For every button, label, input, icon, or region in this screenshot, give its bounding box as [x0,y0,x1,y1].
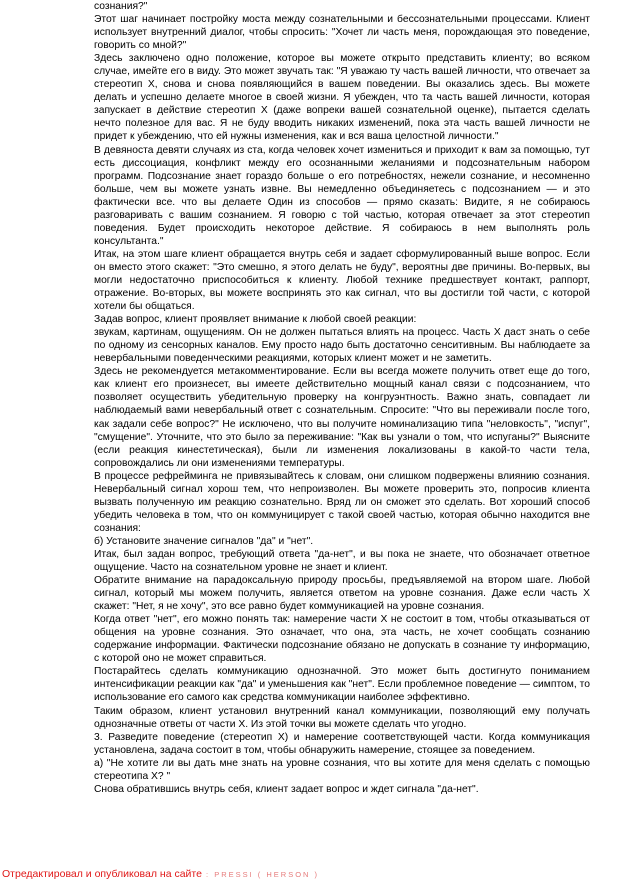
paragraph: Обратите внимание на парадоксальную природу просьбы, предъявляемой на втором шаге. Любой сигнал, который мы можем получить, является ответом на уровне сознания. Даже если часть X скажет: "Нет, я не хочу", это все равно будет коммуникацией на уровне сознания. [94,575,590,613]
document-body [94,0,590,796]
paragraph: Итак, был задан вопрос, требующий ответа "да-нет", и вы пока не знаете, что обозначает ответное ощущение. Часто на сознательном уровне не знает и клиент. [94,548,590,574]
footer-credit-text: Отредактировал и опубликовал на сайте [2,868,202,880]
footer-site-brand[interactable]: : PRESSI ( HERSON ) [201,870,320,879]
paragraph: Задав вопрос, клиент проявляет внимание к любой своей реакции: [94,314,417,326]
paragraph: В девяноста девяти случаях из ста, когда человек хочет измениться и приходит к вам за помощью, тут есть диссоциация, конфликт между его осознанными желаниями и подсознательным набором программ. Подсознание знает гораздо больше о его потребностях, нежели сознание, и несомненно больше, чем вы можете узнать извне. Вы немедленно объединяетесь с подсознанием — и это фактически все. что вы делаете Один из способов — прямо сказать: Видите, я не собираюсь разговаривать с вашим сознанием. Я говорю с той частью, которая отвечает за этот стереотип поведения. Будет происходить некоторое действие. Я собираюсь в нем выполнять роль консультанта." [94,144,590,247]
paragraph: Постарайтесь сделать коммуникацию однозначной. Это может быть достигнуто пониманием интенсификации реакции как "да" и уменьшения как "нет". Если проблемное поведение — симптом, то использование его самого как средства коммуникации наиболее эффективно. [94,666,590,704]
paragraph: Здесь не рекомендуется метакомментирование. Если вы всегда можете получить ответ еще до того, как клиент его произнесет, вы имеете действительно мощный канал связи с подсознанием, что позволяет осуществить убедительную проверку на конгруэнтность. Важно знать, совпадает ли наблюдаемый вами невербальный ответ с сознательным. Спросите: "Что вы переживали после того, как задали себе вопрос?" Не исключено, что вы получите номинализацию типа "неловкость", "испуг", "смущение". Уточните, что это было за переживание: "Как вы узнали о том, что испуганы?" Выясните (если реакция кинестетическая), были ли изменения локализованы в какой-то части тела, сопровождались ли они изменениями температуры. [94,366,590,469]
paragraph: Таким образом, клиент установил внутренний канал коммуникации, позволяющий ему получать однозначные ответы от части X. Из этой точки вы можете сделать что угодно. [94,705,590,730]
paragraph: сознания?" [94,1,148,12]
paragraph: 3. Разведите поведение (стереотип X) и намерение соответствующей части. Когда коммуникация установлена, задача состоит в том, чтобы обнаружить намерение, стоящее за поведением. [94,731,590,756]
paragraph: Когда ответ "нет", его можно понять так: намерение части X не состоит в том, чтобы отказываться от общения на уровне сознания. Это означает, что она, эта часть, не хочет сообщать сознанию содержание информации. Фактически подсознание обязано не допускать в сознание ту информацию, с которой оно не может справиться. [94,614,590,665]
paragraph: Здесь заключено одно положение, которое вы можете открыто представить клиенту; во всяком случае, имейте его в виду. Это может звучать так: "Я уважаю ту часть вашей личности, что отвечает за стереотип X, снова и снова появляющийся в вашем поведении. Вы оказались здесь. Вы можете делать и успешно делаете многое в своей жизни. Я убежден, что та часть вашей личности, которая запускает в действие стереотип X (даже вопреки вашей сознательной оценке), пытается сделать нечто полезное для вас. Я не буду вводить никаких изменений, пока эта часть вашей личности не придет к убеждению, что ей нужны изменения, как и вся ваша целостной личности." [94,53,590,143]
paragraph: Итак, на этом шаге клиент обращается внутрь себя и задает сформулированный выше вопрос. Если он вместо этого скажет: "Это смешно, я этого делать не буду", вероятны две причины. Во-первых, вы могли недостаточно приспособиться к клиенту. Любой технике предшествует контакт, раппорт, отражение. Во-вторых, вы можете воспринять это как сигнал, что вы достигли той части, с которой хотели бы общаться. [94,248,590,313]
paragraph: В процессе рефрейминга не привязывайтесь к словам, они слишком подвержены влиянию сознания. Невербальный сигнал хорош тем, что непроизволен. Вы можете проверить это, попросив клиента вызвать полученную им реакцию сознательно. Вряд ли он сможет это сделать. Вот хороший способ убедить человека в том, что он коммуницирует с такой своей частью, которая обычно находится вне сознания: [94,470,590,534]
paragraph: а) "Не хотите ли вы дать мне знать на уровне сознания, что вы хотите для меня сделать с помощью стереотипа X? " [94,757,590,782]
paragraph: б) Установите значение сигналов "да" и "нет". [94,535,314,547]
paragraph: звукам, картинам, ощущениям. Он не должен пытаться влиять на процесс. Часть X даст знать о себе по одному из сенсорных каналов. Ему просто надо быть достаточно сенситивным. Вы наблюдаете за невербальными поведенческими реакциями, которых клиент может и не заметить. [94,327,590,365]
paragraph: Этот шаг начинает постройку моста между сознательными и бессознательными процессами. Клиент использует внутренний диалог, чтобы спросить: "Хочет ли часть меня, порождающая это поведение, говорить со мной?" [94,14,590,52]
site-credit-footer [2,868,319,880]
paragraph: Снова обратившись внутрь себя, клиент задает вопрос и ждет сигнала "да-нет". [94,783,479,795]
